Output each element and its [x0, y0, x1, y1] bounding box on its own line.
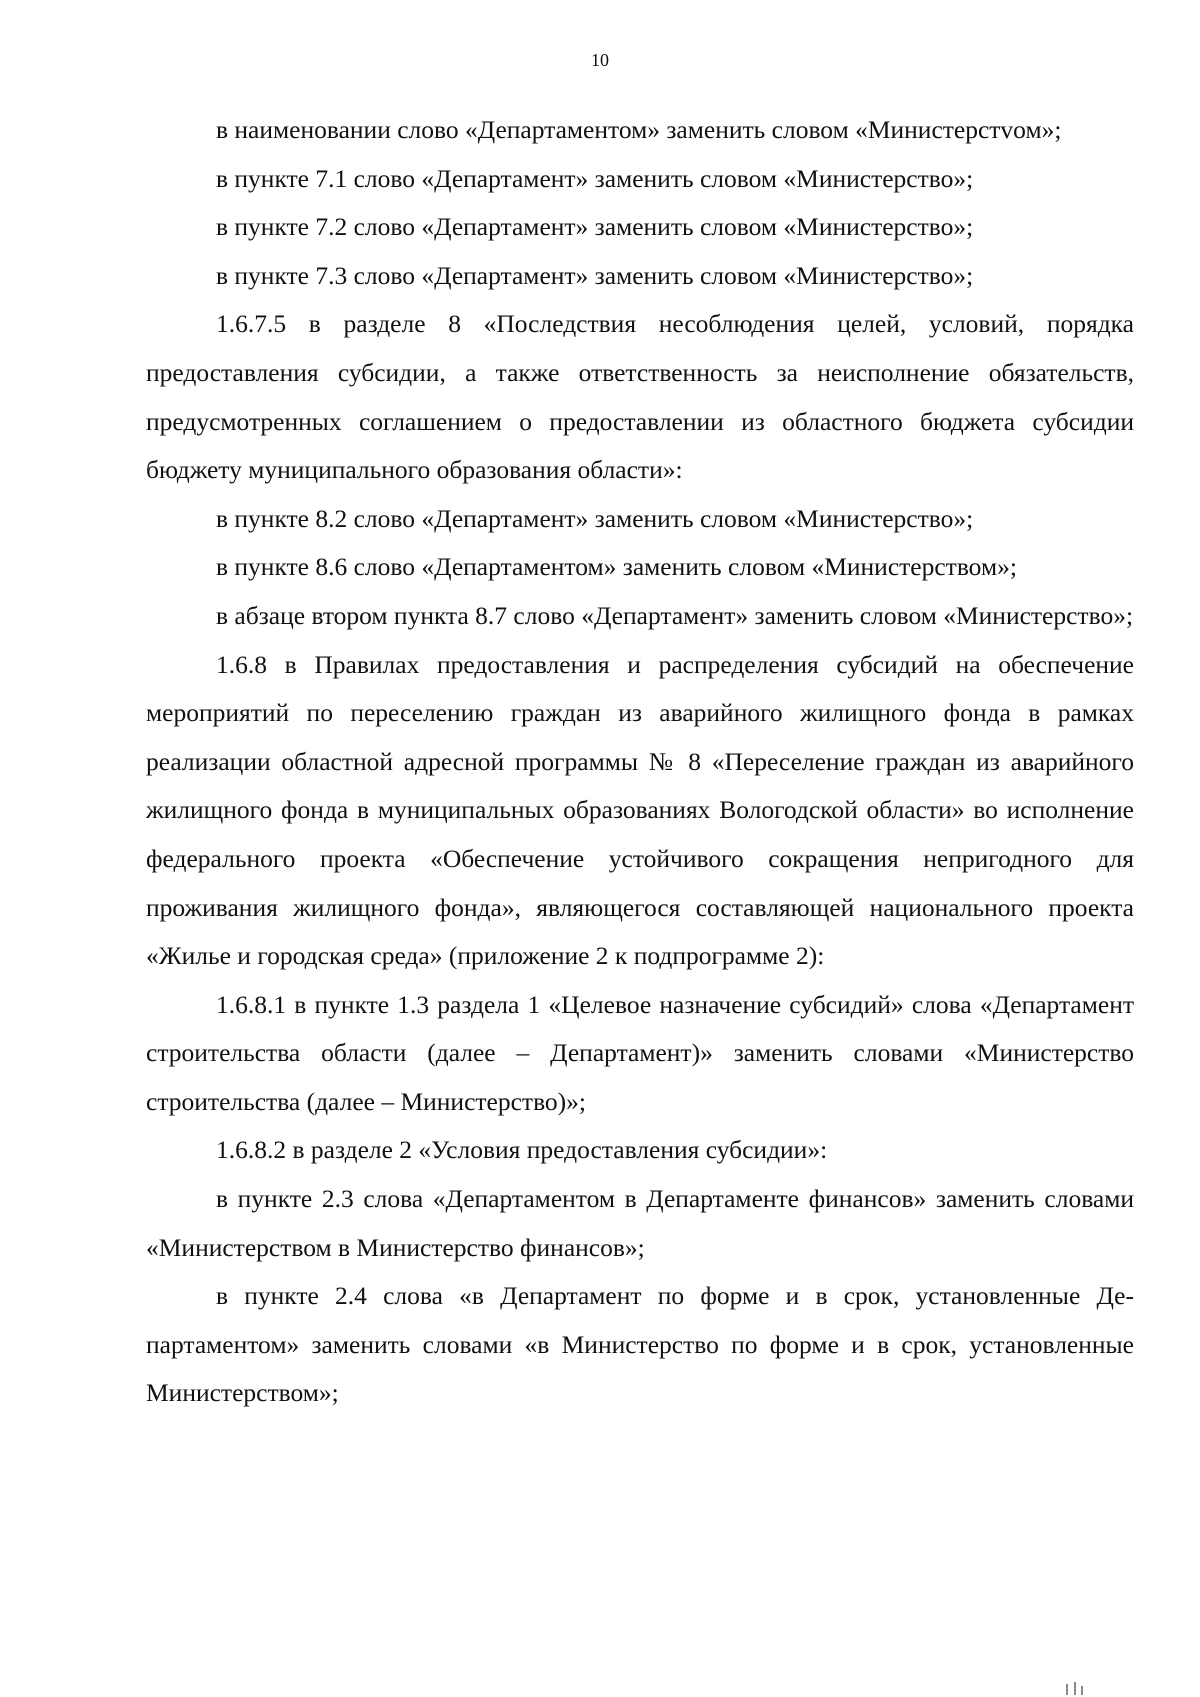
scan-mark — [1066, 1684, 1068, 1695]
paragraph-section-1-6-8-2: 1.6.8.2 в разделе 2 «Условия предоставления субсидии»: — [216, 1135, 828, 1165]
paragraph-section-1-6-8-1: 1.6.8.1 в пункте 1.3 раздела 1 «Целевое назначение субсидий» слова «Департамент строительства области (далее – Департамент)» заменить словами «Министерство строительства (далее – Министерство)»; — [146, 989, 1134, 1116]
paragraph-intro-title-rename: в наименовании слово «Департаментом» заменить словом «Министерстvом»; — [216, 115, 1062, 144]
paragraph-item-8-7: в абзаце втором пункта 8.7 слово «Департамент» заменить словом «Министерство»; — [216, 600, 1134, 630]
scan-mark — [1081, 1686, 1083, 1695]
page-number: 10 — [591, 50, 609, 70]
paragraph-item-7-1: в пункте 7.1 слово «Департамент» заменить словом «Министерство»; — [216, 163, 974, 193]
paragraph-item-8-2: в пункте 8.2 слово «Департамент» заменить словом «Министерство»; — [216, 503, 974, 533]
paragraph-item-8-6: в пункте 8.6 слово «Департаментом» заменить словом «Министерством»; — [216, 552, 1017, 582]
paragraph-item-7-2: в пункте 7.2 слово «Департамент» заменить словом «Министерство»; — [216, 212, 974, 242]
paragraph-item-7-3: в пункте 7.3 слово «Департамент» заменить словом «Министерство»; — [216, 260, 974, 290]
paragraph-section-1-6-8: 1.6.8 в Правилах предоставления и распределения субсидий на обеспечение мероприятий по переселению граждан из аварийного жилищного фонда в рамках реализации областной адресной программы № 8 «Переселение граждан из аварийного жилищного фонда в муниципальных образованиях Вологодской области» во исполнение федерального проекта «Обеспечение устойчивого сокращения непригодного для проживания жилищного фонда», являющегося составляющей национального проекта «Жилье и городская среда» (приложение 2 к подпрограмме 2): — [146, 649, 1134, 971]
paragraph-item-2-3: в пункте 2.3 слова «Департаментом в Департаменте финансов» заменить словами «Министерством в Министерство финансов»; — [146, 1184, 1134, 1262]
document-body — [146, 106, 1134, 1418]
paragraph-section-1-6-7-5: 1.6.7.5 в разделе 8 «Последствия несоблюдения целей, условий, порядка предоставления субсидии, а также ответственность за неисполнение обязательств, предусмотренных соглашением о предоставлении из областного бюджета субсидии бюджету муниципального образования области»: — [146, 309, 1134, 485]
scan-mark — [1074, 1682, 1076, 1695]
paragraph-item-2-4: в пункте 2.4 слова «в Департамент по форме и в срок, установленные Департаментом» заменить словами «в Министерство по форме и в срок, установленные Министерством»; — [146, 1281, 1134, 1408]
